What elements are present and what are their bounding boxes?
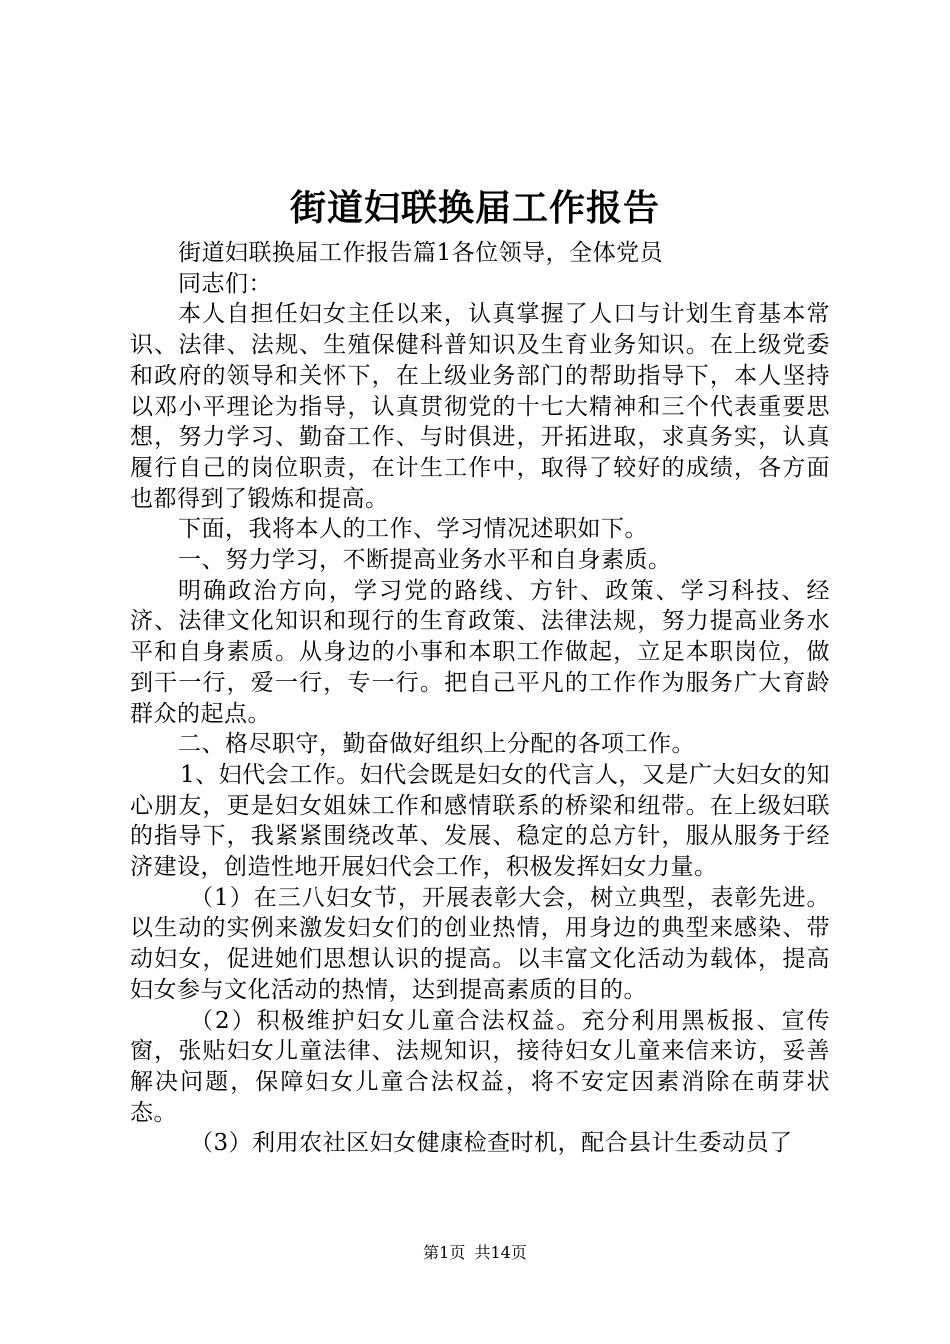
- paragraph-5: 一、努力学习，不断提高业务水平和自身素质。: [178, 547, 672, 574]
- page-total: 共14页: [474, 1243, 527, 1262]
- paragraph-6: 明确政治方向，学习党的路线、方针、政策、学习科技、经济、法律文化知识和现行的生育政策、法律法规，努力提高业务水平和自身素质。从身边的小事和本职工作做起，立足本职岗位，做到干一行，爱一行，专一行。把自己平凡的工作作为服务广大育龄群众的起点。: [130, 577, 830, 727]
- document-title: 街道妇联换届工作报告: [289, 187, 660, 229]
- document-body: [130, 238, 830, 1159]
- paragraph-2: 同志们：: [178, 270, 272, 297]
- paragraph-4: 下面，我将本人的工作、学习情况述职如下。: [178, 516, 648, 543]
- page-number: 第1页: [423, 1243, 466, 1262]
- paragraph-11: （3）利用农社区妇女健康检查时机，配合县计生委动员了: [190, 1130, 793, 1157]
- paragraph-1: 街道妇联换届工作报告篇1各位领导，全体党员: [178, 240, 664, 266]
- paragraph-7: 二、格尽职守，勤奋做好组织上分配的各项工作。: [178, 731, 695, 758]
- paragraph-3: 本人自担任妇女主任以来，认真掌握了人口与计划生育基本常识、法律、法规、生殖保健科普知识及生育业务知识。在上级党委和政府的领导和关怀下，在上级业务部门的帮助指导下，本人坚持以邓小平理论为指导，认真贯彻党的十七大精神和三个代表重要思想，努力学习、勤奋工作、与时俱进，开拓进取，求真务实，认真履行自己的岗位职责，在计生工作中，取得了较好的成绩，各方面也都得到了锻炼和提高。: [130, 301, 830, 512]
- paragraph-8: 1、妇代会工作。妇代会既是妇女的代言人，又是广大妇女的知心朋友，更是妇女姐妹工作和感情联系的桥梁和纽带。在上级妇联的指导下，我紧紧围绕改革、发展、稳定的总方针，服从服务于经济建设，创造性地开展妇代会工作，积极发挥妇女力量。: [130, 761, 830, 881]
- paragraph-10: （2）积极维护妇女儿童合法权益。充分利用黑板报、宣传窗，张贴妇女儿童法律、法规知识，接待妇女儿童来信来访，妥善解决问题，保障妇女儿童合法权益，将不安定因素消除在萌芽状态。: [130, 1007, 830, 1126]
- paragraph-9: （1）在三八妇女节，开展表彰大会，树立典型，表彰先进。以生动的实例来激发妇女们的创业热情，用身边的典型来感染、带动妇女，促进她们思想认识的提高。以丰富文化活动为载体，提高妇女参与文化活动的热情，达到提高素质的目的。: [130, 884, 830, 1003]
- page-footer: [0, 1243, 950, 1263]
